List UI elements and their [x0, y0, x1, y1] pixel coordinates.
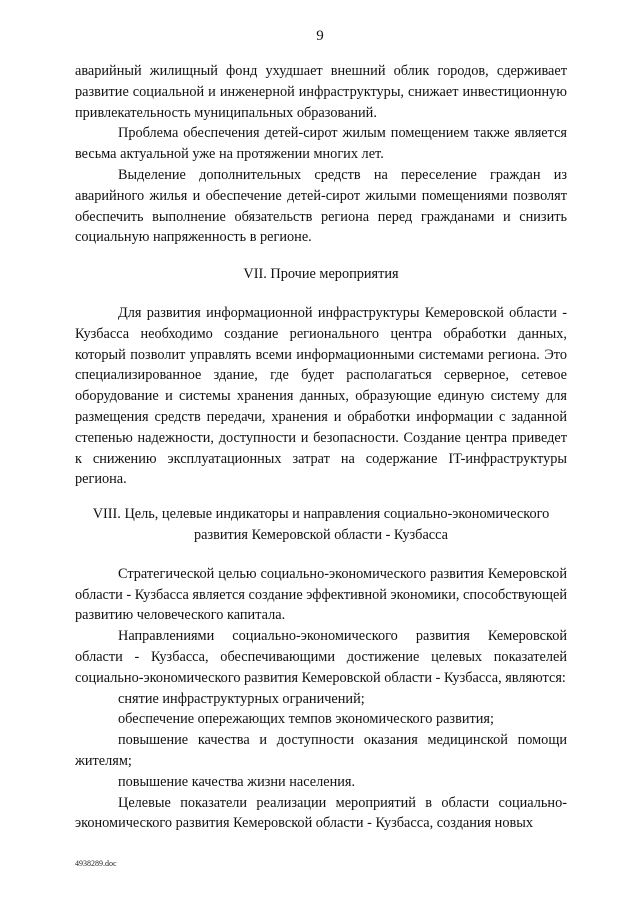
paragraph-strategic-goal: Стратегической целью социально-экономического развития Кемеровской области - Кузбасса является создание эффективной экономики, способствующей развитию человеческого капитала. [75, 565, 567, 624]
section-heading-7: VII. Прочие мероприятия [243, 266, 399, 283]
paragraph-data-center: Для развития информационной инфраструктуры Кемеровской области - Кузбасса необходимо создание регионального центра обработки данных, который позволит управлять всеми информационными системами региона. Это специализированное здание, где будет располагаться серверное, сетевое оборудование и системы хранения данных, образующие единую систему для размещения средств передачи, хранения и обработки информации с заданной степенью надежности, доступности и безопасности. Создание центра приведет к снижению эксплуатационных затрат на содержание IT-инфраструктуры региона. [75, 304, 567, 488]
paragraph-directions: Направлениями социально-экономического развития Кемеровской области - Кузбасса, обеспечивающими достижение целевых показателей социально-экономического развития Кемеровской области - Кузбасса, являются: [75, 628, 567, 686]
section-heading-8-line2: развития Кемеровской области - Кузбасса [193, 526, 448, 543]
spacer [75, 546, 567, 564]
spacer [75, 285, 567, 303]
list-item-infrastructure: снятие инфраструктурных ограничений; [118, 690, 365, 707]
list-item-quality-of-life: повышение качества жизни населения. [118, 773, 356, 790]
spacer [75, 248, 567, 264]
paragraph-orphans-housing: Проблема обеспечения детей-сирот жилым помещением также является весьма актуальной уже на протяжении многих лет. [75, 125, 567, 163]
spacer [75, 490, 567, 504]
list-item-economic-growth: обеспечение опережающих темпов экономического развития; [118, 711, 494, 728]
paragraph-additional-funds: Выделение дополнительных средств на переселение граждан из аварийного жилья и обеспечение детей-сирот жилыми помещениями позволят обеспечить выполнение обязательств региона перед гражданами и снизить социальную напряженность в регионе. [75, 166, 567, 246]
page-number: 9 [316, 28, 324, 44]
section-heading-8-line1: VIII. Цель, целевые индикаторы и направления социально-экономического [92, 506, 550, 523]
paragraph-target-indicators: Целевые показатели реализации мероприятий в области социально-экономического развития Кемеровской области - Кузбасса, создания новых [75, 794, 567, 832]
section-heading-8 [75, 504, 567, 546]
footer-file-name: 4938289.doc [75, 859, 117, 868]
paragraph-continuation: аварийный жилищный фонд ухудшает внешний облик городов, сдерживает развитие социальной и инженерной инфраструктуры, снижает инвестиционную привлекательность муниципальных образований. [75, 63, 567, 121]
list-item-medical-care: повышение качества и доступности оказания медицинской помощи жителям; [75, 732, 567, 769]
document-body [75, 61, 567, 834]
